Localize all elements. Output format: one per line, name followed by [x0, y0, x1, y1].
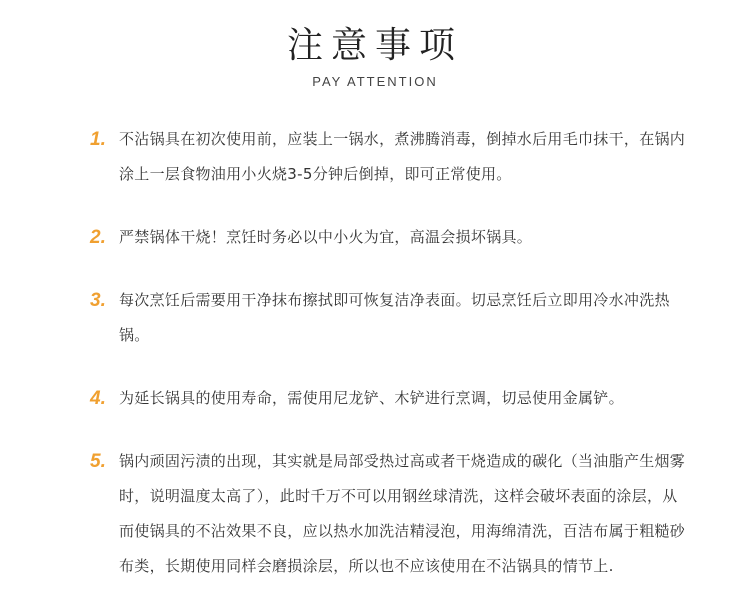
note-number: 3.: [90, 290, 106, 311]
note-text: 不沾锅具在初次使用前，应装上一锅水，煮沸腾消毒，倒掉水后用毛巾抹干，在锅内涂上一层食物油用小火烧3-5分钟后倒掉，即可正常使用。: [119, 130, 686, 183]
notes-list: [90, 122, 690, 612]
page-subtitle: PAY ATTENTION: [312, 74, 438, 89]
note-text: 每次烹饪后需要用干净抹布擦拭即可恢复洁净表面。切忌烹饪后立即用冷水冲洗热锅。: [119, 291, 670, 344]
note-item: [90, 381, 690, 416]
note-item: [90, 122, 690, 192]
note-item: [90, 220, 690, 255]
note-number: 1.: [90, 129, 106, 150]
note-item: [90, 283, 690, 353]
note-text: 为延长锅具的使用寿命，需使用尼龙铲、木铲进行烹调，切忌使用金属铲。: [119, 389, 624, 407]
note-item: [90, 444, 690, 584]
note-text: 锅内顽固污渍的出现，其实就是局部受热过高或者干烧造成的碳化（当油脂产生烟雾时，说明温度太高了），此时千万不可以用钢丝球清洗，这样会破坏表面的涂层，从而使锅具的不沾效果不良，应以热水加洗洁精浸泡，用海绵清洗，百洁布属于粗糙砂布类，长期使用同样会磨损涂层，所以也不应该使用在不沾锅具的情节上.: [119, 452, 686, 575]
note-number: 2.: [90, 227, 106, 248]
note-number: 5.: [90, 451, 106, 472]
note-text: 严禁锅体干烧！烹饪时务必以中小火为宜，高温会损坏锅具。: [119, 228, 533, 246]
page-title: 注意事项: [286, 25, 463, 66]
note-number: 4.: [90, 388, 106, 409]
